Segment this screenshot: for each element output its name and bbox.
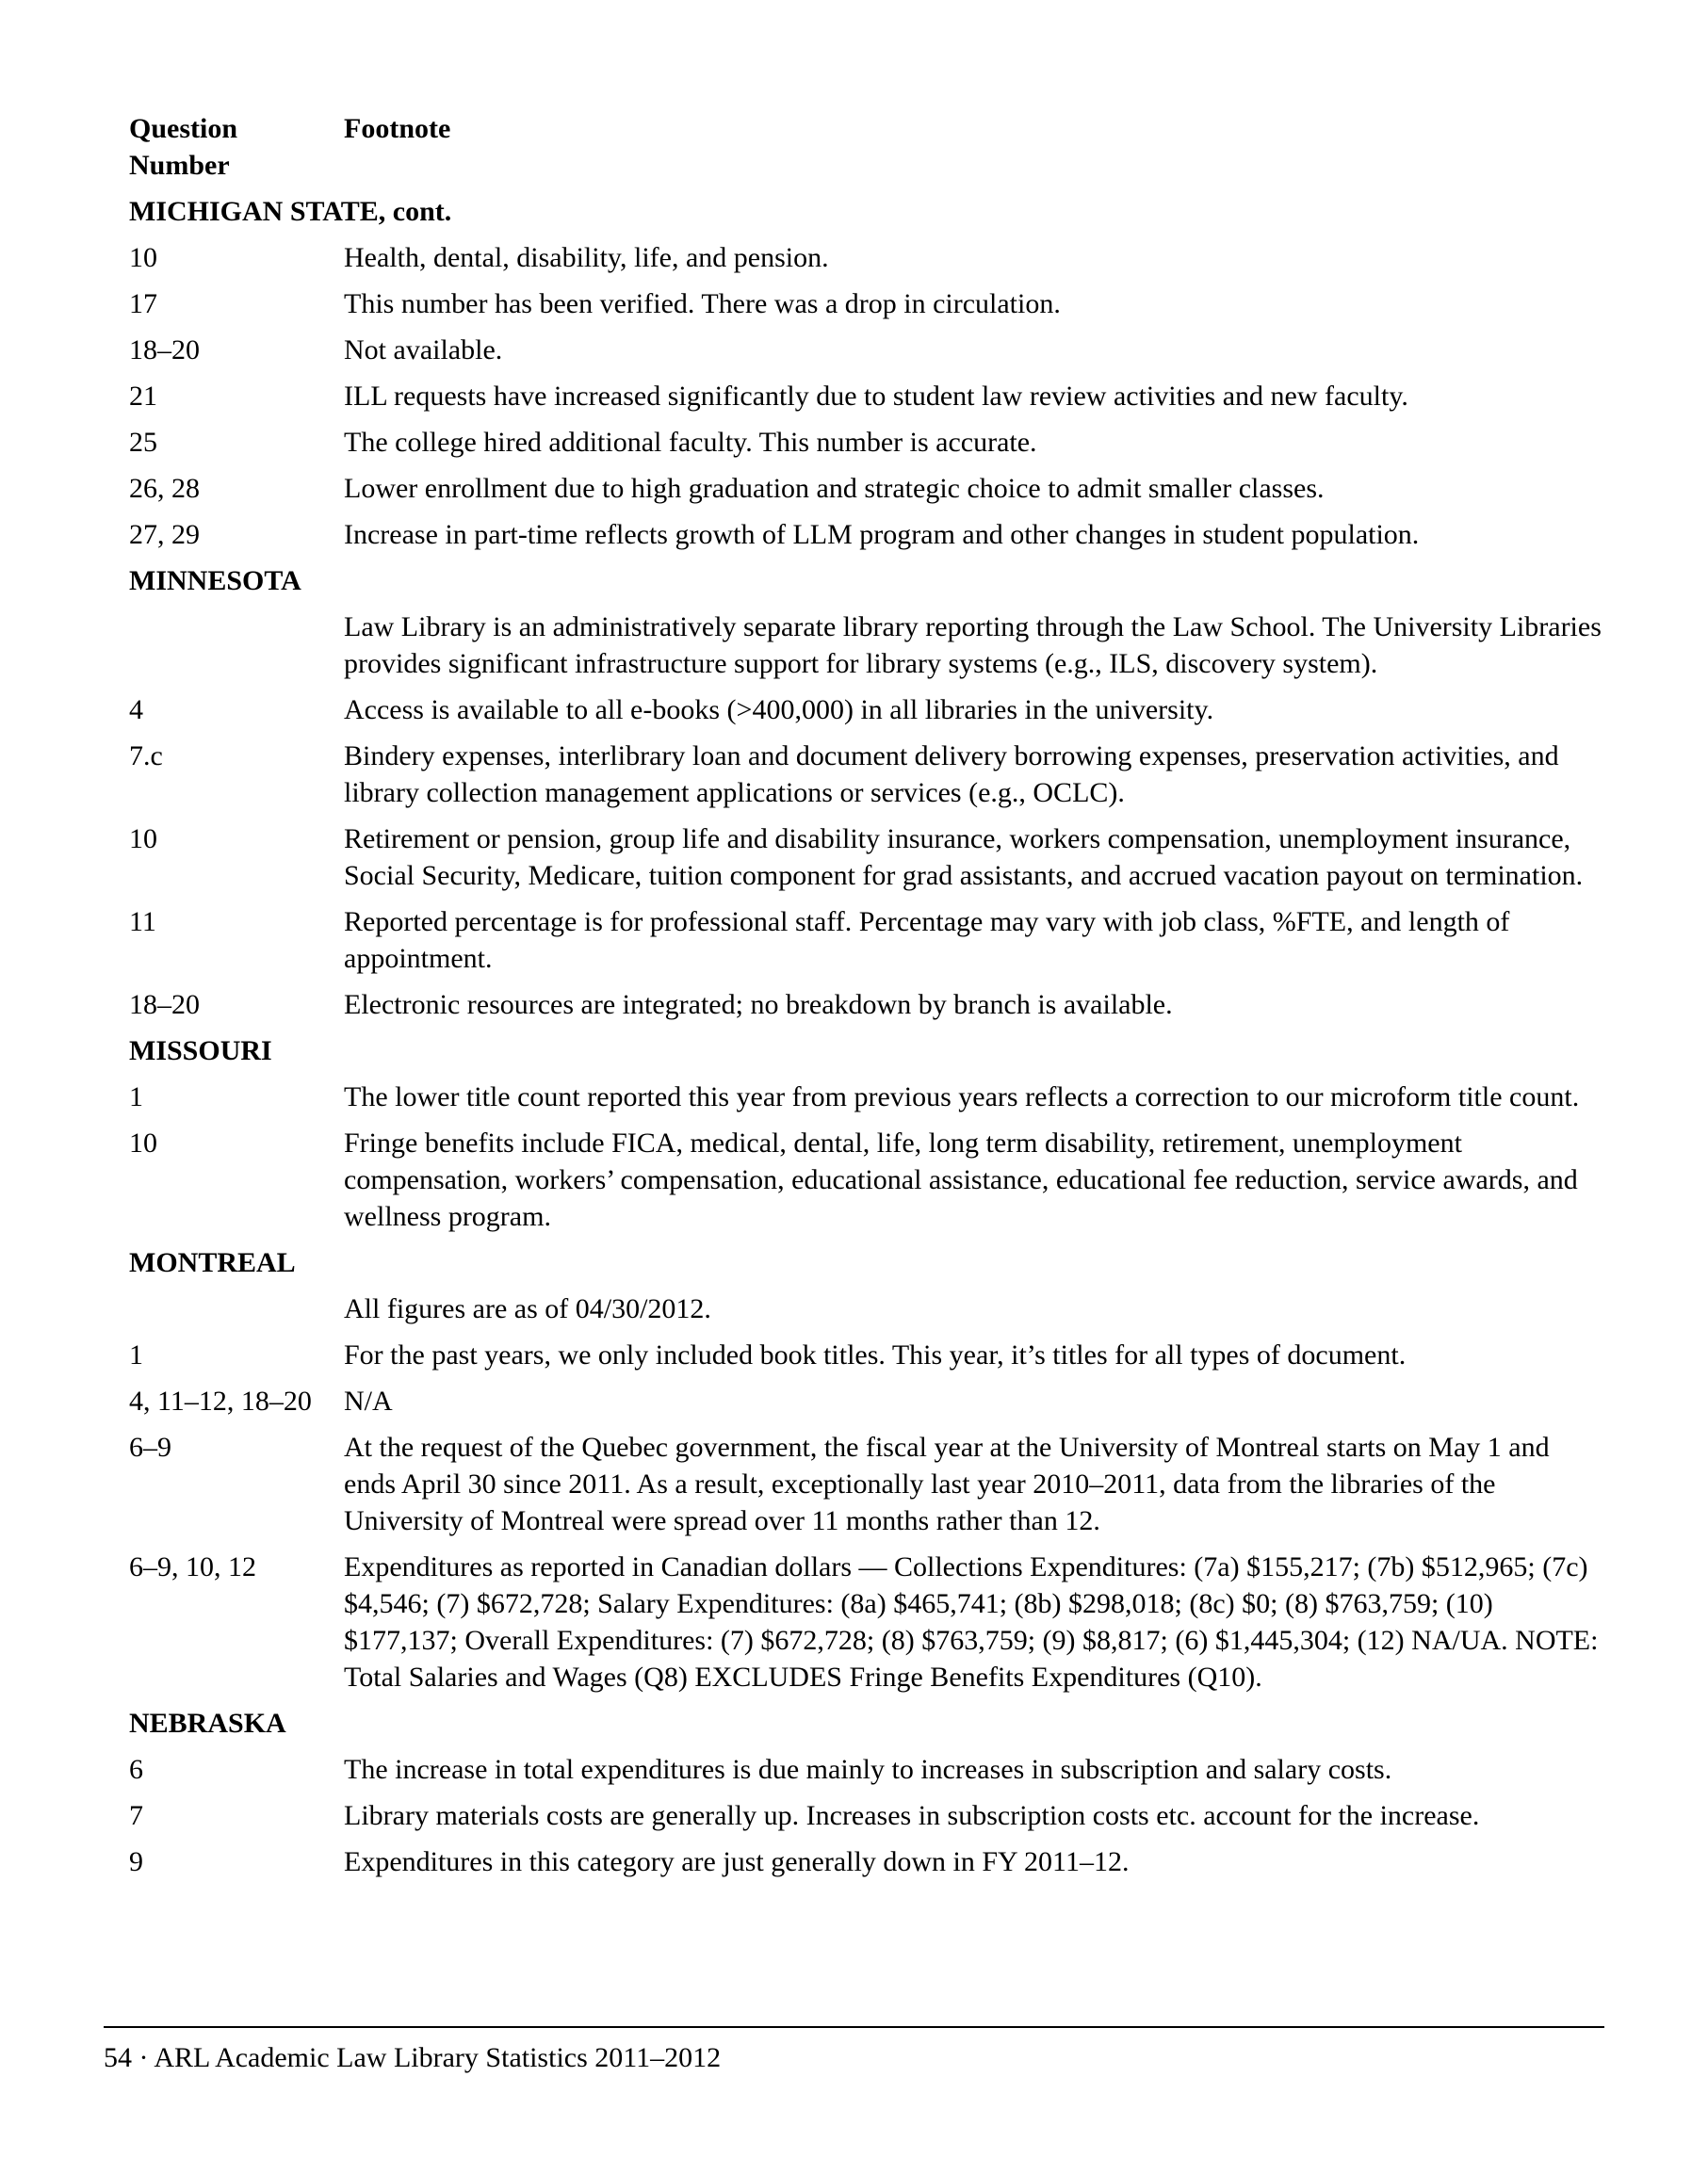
footnote-text-cell: Expenditures as reported in Canadian dollars — Collections Expenditures: (7a) $155,217; (7b) $512,965; (7c) $4,546; (7) $672,728; Salary Expenditures: (8a) $465,741; (8b) $298,018; (8c) $0; (8) $763,759; (10) $177,137; Overall Expenditures: (7) $672,728; (8) $763,759; (9) $8,817; (6) $1,445,304; (12) NA/UA. NOTE: Total Salaries and Wages (Q8) EXCLUDES Fringe Benefits Expenditures (Q10). [344,1551,1599,1693]
footnote-text-cell: Health, dental, disability, life, and pension. [344,242,829,273]
footnote-text-cell: The lower title count reported this year from previous years reflects a correction to our microform title count. [344,1081,1580,1112]
footnote-row [129,1797,1604,1834]
footnote-row [129,470,1604,507]
footnote-text-cell: Increase in part-time reflects growth of LLM program and other changes in student population. [344,519,1420,550]
question-number-cell: 10 [129,1128,157,1159]
footnote-text-cell: Reported percentage is for professional staff. Percentage may vary with job class, %FTE, and length of appointment. [344,906,1510,974]
footnote-row [129,424,1604,461]
footnote-row [129,332,1604,368]
footnote-row [129,738,1604,811]
footnote-row [129,239,1604,276]
footnote-text-cell: This number has been verified. There was a drop in circulation. [344,288,1061,319]
footnote-text-cell: Law Library is an administratively separate library reporting through the Law School. The University Libraries provides significant infrastructure support for library systems (e.g., ILS, discovery system). [344,611,1602,679]
footer-rule [104,2026,1604,2028]
footnote-text-cell: At the request of the Quebec government, the fiscal year at the University of Montreal starts on May 1 and ends April 30 since 2011. As a result, exceptionally last year 2010–2011, data from the libraries of the University of Montreal were spread over 11 months rather than 12. [344,1432,1550,1536]
footnote-text-cell: Access is available to all e-books (>400,000) in all libraries in the university. [344,694,1214,725]
question-number-cell: 27, 29 [129,519,200,550]
footnote-text-cell: Not available. [344,334,503,365]
section-title: MISSOURI [129,1035,272,1066]
question-number-cell: 11 [129,906,156,937]
footnote-row [129,1125,1604,1235]
footnote-text-cell: N/A [344,1386,393,1417]
footnote-row [129,691,1604,728]
footnote-row [129,1383,1604,1420]
footnote-row [129,903,1604,977]
footnote-text-cell: All figures are as of 04/30/2012. [344,1293,711,1324]
question-header-line1: Question [129,113,238,144]
question-number-column-header [129,110,344,184]
section-title: MICHIGAN STATE, cont. [129,196,452,227]
question-number-cell: 18–20 [129,334,200,365]
question-number-cell: 1 [129,1339,143,1371]
table-header-row [129,110,1604,184]
footnote-text-cell: Library materials costs are generally up. Increases in subscription costs etc. account for the increase. [344,1800,1480,1831]
footnote-text-cell: The increase in total expenditures is due mainly to increases in subscription and salary costs. [344,1754,1392,1785]
question-header-line2: Number [129,150,230,181]
footnote-row [129,1843,1604,1880]
question-number-cell: 7.c [129,740,163,771]
question-number-cell: 21 [129,381,157,412]
footnote-text-cell: Electronic resources are integrated; no breakdown by branch is available. [344,989,1173,1020]
question-number-cell: 6–9, 10, 12 [129,1551,256,1582]
footnote-row [129,1751,1604,1788]
footnotes-table [129,110,1604,1890]
question-number-cell: 4, 11–12, 18–20 [129,1386,312,1417]
footnote-text-cell: ILL requests have increased significantly due to student law review activities and new faculty. [344,381,1408,412]
footnote-row [129,986,1604,1023]
footnote-column-header: Footnote [344,113,451,144]
footnote-row [129,820,1604,894]
footnote-row [129,1429,1604,1539]
question-number-cell: 25 [129,427,157,458]
footnote-row [129,378,1604,414]
footnote-text-cell: Expenditures in this category are just generally down in FY 2011–12. [344,1846,1130,1877]
question-number-cell: 9 [129,1846,143,1877]
footnote-text-cell: For the past years, we only included book titles. This year, it’s titles for all types of document. [344,1339,1407,1371]
footnote-text-cell: Retirement or pension, group life and disability insurance, workers compensation, unemployment insurance, Social Security, Medicare, tuition component for grad assistants, and accrued vacation payout on termination. [344,823,1584,891]
question-number-cell: 18–20 [129,989,200,1020]
footnote-row [129,516,1604,553]
page-footer [104,2026,1604,2076]
question-number-cell: 10 [129,823,157,854]
sections-container [129,193,1604,1880]
question-number-cell: 10 [129,242,157,273]
footnote-text-cell: The college hired additional faculty. This number is accurate. [344,427,1037,458]
footnote-row [129,1337,1604,1373]
section-title: NEBRASKA [129,1708,286,1739]
footnote-text-cell: Fringe benefits include FICA, medical, dental, life, long term disability, retirement, unemployment compensation, workers’ compensation, educational assistance, educational fee reduction, service awards, and wellness program. [344,1128,1578,1232]
question-number-cell: 6–9 [129,1432,171,1463]
section-title: MINNESOTA [129,565,301,596]
footnote-row [129,1549,1604,1695]
question-number-cell: 7 [129,1800,143,1831]
question-number-cell: 6 [129,1754,143,1785]
footnote-row [129,285,1604,322]
footnote-row [129,608,1604,682]
question-number-cell: 4 [129,694,143,725]
question-number-cell: 1 [129,1081,143,1112]
footnote-text-cell: Lower enrollment due to high graduation and strategic choice to admit smaller classes. [344,473,1325,504]
question-number-cell: 17 [129,288,157,319]
section-title: MONTREAL [129,1247,296,1278]
footnote-text-cell: Bindery expenses, interlibrary loan and document delivery borrowing expenses, preservation activities, and library collection management applications or services (e.g., OCLC). [344,740,1559,808]
footnote-row [129,1079,1604,1115]
footnote-row [129,1290,1604,1327]
question-number-cell: 26, 28 [129,473,200,504]
footer-text: 54 · ARL Academic Law Library Statistics 2011–2012 [104,2042,722,2073]
